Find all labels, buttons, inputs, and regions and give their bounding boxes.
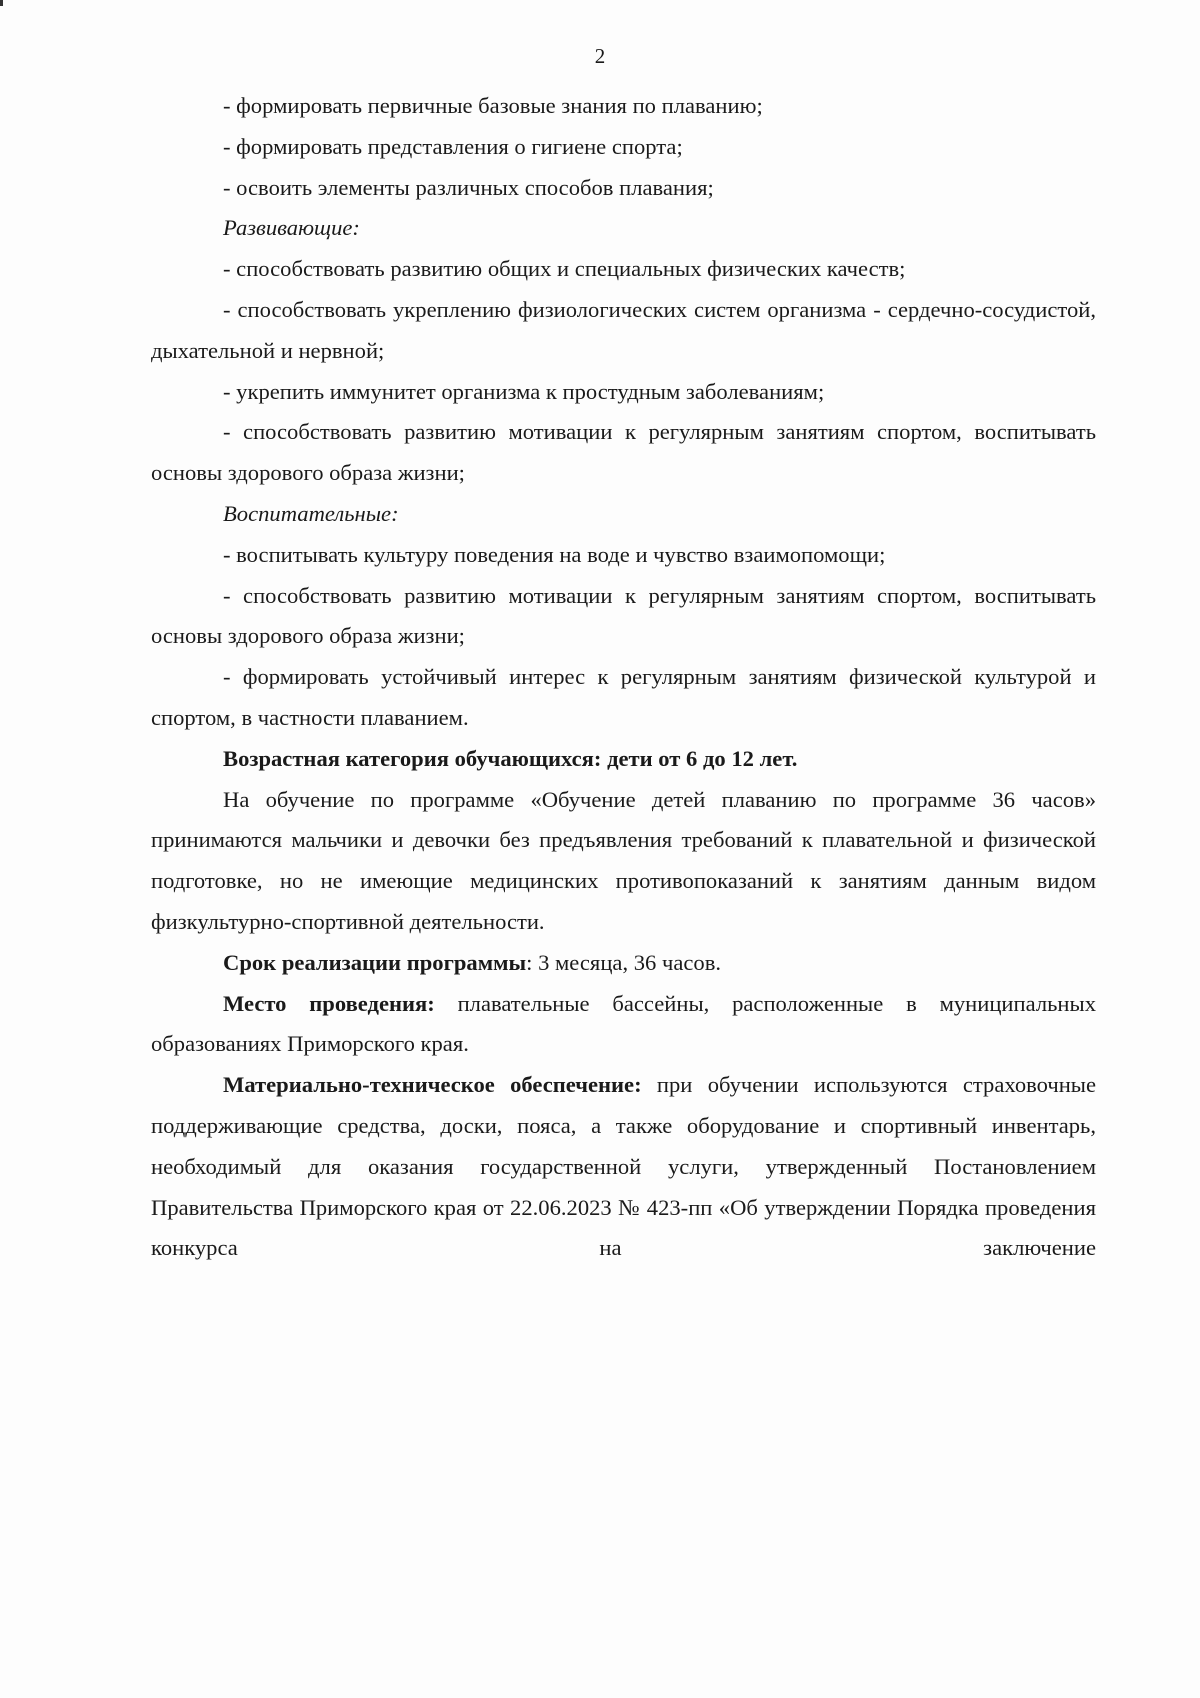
objective-line: - укрепить иммунитет организма к простудным заболеваниям; (223, 378, 825, 404)
objective-line: - освоить элементы различных способов плавания; (223, 174, 714, 200)
equipment-value: при обучении используются страховочные поддерживающие средства, доски, пояса, а также оборудование и спортивный инвентарь, необходимый для оказания государственной услуги, утвержденный Постановлением Правительства Приморского края от 22.06.2023 № 423-пп «Об утверждении Порядка проведения конкурса на заключение (151, 1072, 1096, 1261)
admission-paragraph: На обучение по программе «Обучение детей плаванию по программе 36 часов» принимаются мальчики и девочки без предъявления требований к плавательной и физической подготовке, но не имеющие медицинских противопоказаний к занятиям данным видом физкультурно-спортивной деятельности. (151, 786, 1096, 934)
objective-line: - воспитывать культуру поведения на воде и чувство взаимопомощи; (223, 541, 886, 567)
scan-artifact (0, 0, 3, 6)
developing-heading: Развивающие: (223, 215, 360, 241)
page-number: 2 (594, 44, 606, 68)
objective-line: - способствовать развитию общих и специальных физических качеств; (223, 256, 906, 282)
venue-value: плавательные бассейны, расположенные в муниципальных образованиях Приморского края. (151, 990, 1096, 1057)
equipment-label: Материально-техническое обеспечение: (223, 1072, 642, 1098)
venue-label: Место проведения: (223, 990, 435, 1016)
educational-heading: Воспитательные: (223, 500, 399, 526)
document-body (151, 86, 1096, 1269)
objective-line: - формировать представления о гигиене спорта; (223, 133, 683, 159)
equipment-paragraph (151, 1065, 1096, 1269)
duration-paragraph (151, 943, 1096, 984)
objective-line: - формировать первичные базовые знания по плаванию; (223, 93, 763, 118)
duration-value: : 3 месяца, 36 часов. (526, 949, 722, 975)
objective-line: - формировать устойчивый интерес к регулярным занятиям физической культурой и спортом, в частности плаванием. (151, 664, 1096, 730)
objective-line: - способствовать развитию мотивации к регулярным занятиям спортом, воспитывать основы здорового образа жизни; (151, 582, 1096, 649)
venue-paragraph (151, 984, 1096, 1066)
duration-label: Срок реализации программы (223, 949, 527, 975)
age-category: Возрастная категория обучающихся: дети от 6 до 12 лет. (223, 745, 798, 771)
objective-line: - способствовать развитию мотивации к регулярным занятиям спортом, воспитывать основы здорового образа жизни; (151, 419, 1096, 486)
objective-line: - способствовать укреплению физиологических систем организма - сердечно-сосудистой, дыхательной и нервной; (151, 296, 1096, 363)
